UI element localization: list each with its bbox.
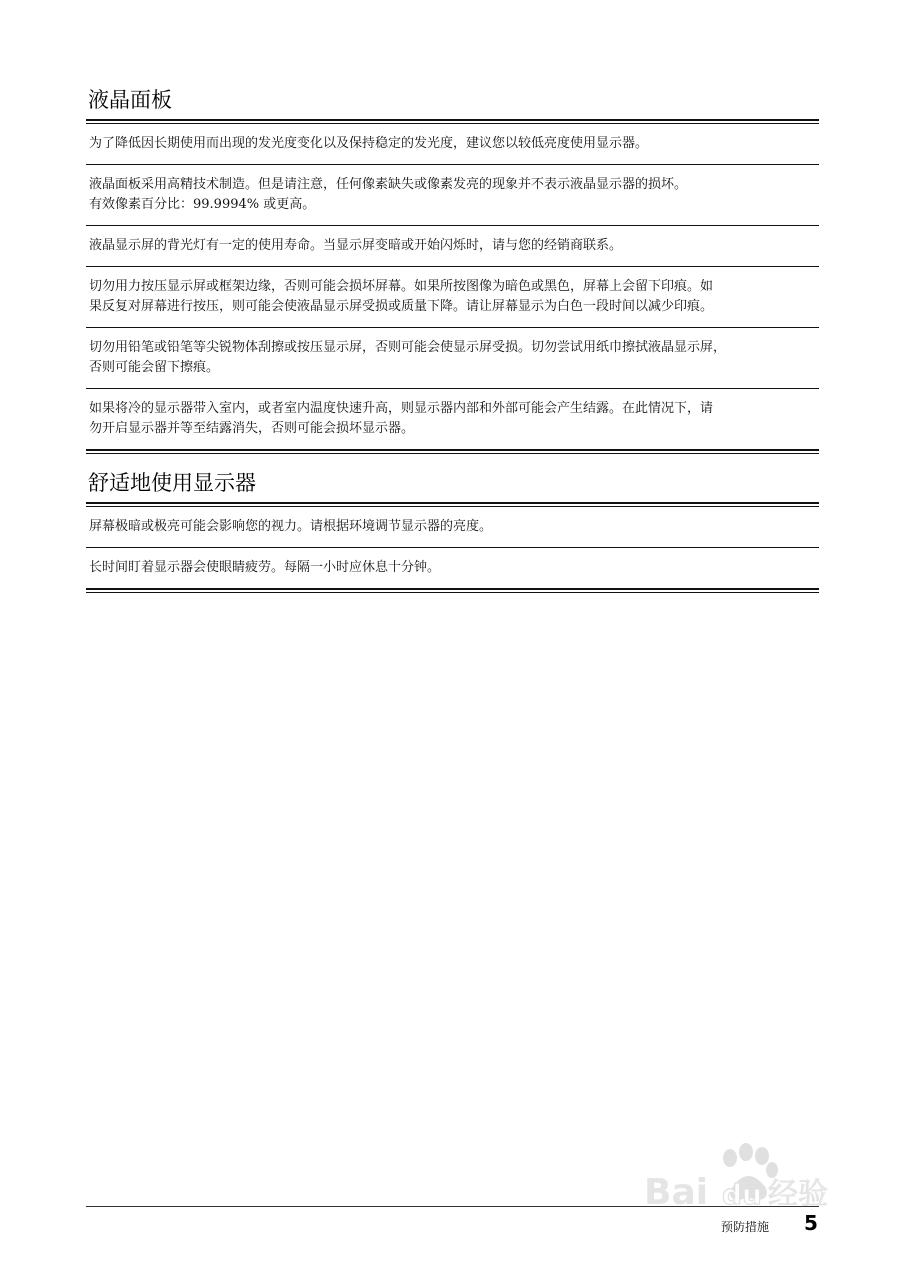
paragraph: [86, 389, 819, 449]
svg-text:Bai: Bai: [644, 1172, 709, 1213]
section-lcd-panel: [86, 86, 819, 454]
footer-rule: [86, 1206, 819, 1207]
paragraph-line: 有效像素百分比：99.9994% 或更高。: [89, 197, 316, 212]
paragraph: [86, 226, 819, 267]
paragraph-line: 为了降低因长期使用而出现的发光度变化以及保持稳定的发光度，建议您以较低亮度使用显示器。: [89, 136, 649, 151]
svg-text:du: du: [722, 1178, 762, 1211]
paragraph: [86, 507, 819, 548]
paragraph-line: 屏幕极暗或极亮可能会影响您的视力。请根据环境调节显示器的亮度。: [89, 519, 493, 534]
paragraph: [86, 165, 819, 226]
section-comfortable-use: [86, 469, 819, 593]
paragraph-line: 长时间盯着显示器会使眼睛疲劳。每隔一小时应休息十分钟。: [89, 560, 441, 575]
paragraph-line: 果反复对屏幕进行按压，则可能会使液晶显示屏受损或质量下降。请让屏幕显示为白色一段时间以减少印痕。: [89, 299, 714, 314]
svg-text:经验: 经验: [768, 1177, 828, 1212]
page-number: 5: [804, 1211, 818, 1235]
paragraph-line: 切勿用力按压显示屏或框架边缘，否则可能会损坏屏幕。如果所按图像为暗色或黑色，屏幕上会留下印痕。如: [89, 279, 714, 294]
paragraph: [86, 548, 819, 588]
section-end-divider: [86, 449, 819, 454]
paragraph: [86, 124, 819, 165]
paragraph-line: 勿开启显示器并等至结露消失，否则可能会损坏显示器。: [89, 421, 415, 436]
paragraph-line: 否则可能会留下擦痕。: [89, 360, 220, 375]
paragraph-line: 切勿用铅笔或铅笔等尖锐物体刮擦或按压显示屏，否则可能会使显示屏受损。切勿尝试用纸巾擦拭液晶显示屏，: [89, 340, 727, 355]
section-items: [86, 124, 819, 449]
section-items: [86, 507, 819, 588]
paragraph-line: 液晶显示屏的背光灯有一定的使用寿命。当显示屏变暗或开始闪烁时，请与您的经销商联系。: [89, 238, 623, 253]
paragraph-line: 液晶面板采用高精技术制造。但是请注意，任何像素缺失或像素发亮的现象并不表示液晶显示器的损坏。: [89, 177, 688, 192]
paragraph: [86, 328, 819, 389]
paragraph: [86, 267, 819, 328]
footer-section-label: 预防措施: [721, 1220, 770, 1234]
section-title: 液晶面板: [88, 88, 172, 112]
section-end-divider: [86, 588, 819, 593]
section-title: 舒适地使用显示器: [88, 471, 256, 495]
paragraph-line: 如果将冷的显示器带入室内，或者室内温度快速升高，则显示器内部和外部可能会产生结露。在此情况下，请: [89, 401, 714, 416]
